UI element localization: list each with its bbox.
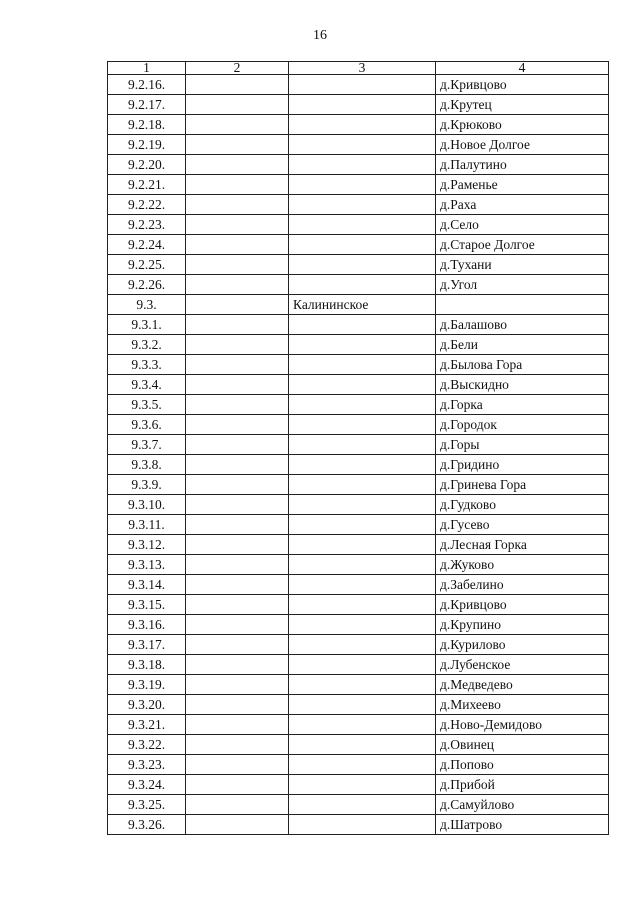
row-number-cell: 9.3.4.: [108, 375, 186, 395]
row-number-cell: 9.3.14.: [108, 575, 186, 595]
table-row: [108, 395, 609, 415]
column-3-cell: [289, 655, 436, 675]
table-row: [108, 415, 609, 435]
table-row: [108, 175, 609, 195]
row-number-cell: 9.3.19.: [108, 675, 186, 695]
column-2-cell: [186, 675, 289, 695]
settlement-name-cell: д.Гусево: [436, 515, 609, 535]
table-row: [108, 815, 609, 835]
column-2-cell: [186, 515, 289, 535]
column-3-cell: [289, 195, 436, 215]
table-row: [108, 515, 609, 535]
column-2-cell: [186, 95, 289, 115]
table-row: [108, 775, 609, 795]
row-number-cell: 9.3.18.: [108, 655, 186, 675]
column-header-2: 2: [186, 62, 289, 75]
table-row: [108, 575, 609, 595]
column-3-cell: [289, 735, 436, 755]
row-number-cell: 9.3.24.: [108, 775, 186, 795]
column-2-cell: [186, 135, 289, 155]
column-3-cell: [289, 535, 436, 555]
row-number-cell: 9.3.21.: [108, 715, 186, 735]
row-number-cell: 9.3.11.: [108, 515, 186, 535]
settlement-name-cell: д.Крутец: [436, 95, 609, 115]
settlement-name-cell: д.Новое Долгое: [436, 135, 609, 155]
table-header-row: [108, 62, 609, 75]
settlements-table: [107, 61, 609, 835]
table-row: [108, 695, 609, 715]
column-3-cell: [289, 155, 436, 175]
row-number-cell: 9.3.3.: [108, 355, 186, 375]
column-2-cell: [186, 275, 289, 295]
settlement-name-cell: д.Михеево: [436, 695, 609, 715]
row-number-cell: 9.3.5.: [108, 395, 186, 415]
column-2-cell: [186, 575, 289, 595]
column-3-cell: [289, 135, 436, 155]
table-row: [108, 655, 609, 675]
column-2-cell: [186, 455, 289, 475]
settlement-name-cell: д.Самуйлово: [436, 795, 609, 815]
column-header-3: 3: [289, 62, 436, 75]
column-3-cell: [289, 575, 436, 595]
table-row: [108, 315, 609, 335]
row-number-cell: 9.3.17.: [108, 635, 186, 655]
settlement-name-cell: д.Кривцово: [436, 595, 609, 615]
column-2-cell: [186, 295, 289, 315]
settlement-name-cell: д.Выскидно: [436, 375, 609, 395]
row-number-cell: 9.3.20.: [108, 695, 186, 715]
settlement-name-cell: д.Горка: [436, 395, 609, 415]
settlement-name-cell: д.Шатрово: [436, 815, 609, 835]
column-3-cell: [289, 235, 436, 255]
settlement-name-cell: д.Жуково: [436, 555, 609, 575]
settlement-name-cell: д.Крюково: [436, 115, 609, 135]
column-2-cell: [186, 315, 289, 335]
settlement-name-cell: д.Угол: [436, 275, 609, 295]
table-row: [108, 495, 609, 515]
table-row: [108, 595, 609, 615]
column-3-cell: [289, 355, 436, 375]
settlement-name-cell: д.Былова Гора: [436, 355, 609, 375]
settlement-name-cell: д.Гудково: [436, 495, 609, 515]
column-2-cell: [186, 155, 289, 175]
column-2-cell: [186, 75, 289, 95]
column-2-cell: [186, 815, 289, 835]
column-3-cell: [289, 755, 436, 775]
column-2-cell: [186, 375, 289, 395]
table-row: [108, 275, 609, 295]
table-row: [108, 755, 609, 775]
table-row: [108, 475, 609, 495]
table-row: [108, 215, 609, 235]
table-row: [108, 375, 609, 395]
table-row: [108, 535, 609, 555]
row-number-cell: 9.2.17.: [108, 95, 186, 115]
column-2-cell: [186, 715, 289, 735]
column-3-cell: [289, 435, 436, 455]
table-row: [108, 155, 609, 175]
table-row: [108, 95, 609, 115]
row-number-cell: 9.3.25.: [108, 795, 186, 815]
row-number-cell: 9.3.23.: [108, 755, 186, 775]
column-2-cell: [186, 555, 289, 575]
row-number-cell: 9.2.21.: [108, 175, 186, 195]
column-header-4: 4: [436, 62, 609, 75]
settlement-name-cell: д.Старое Долгое: [436, 235, 609, 255]
column-3-cell: [289, 495, 436, 515]
column-2-cell: [186, 655, 289, 675]
table-row: [108, 135, 609, 155]
row-number-cell: 9.3.6.: [108, 415, 186, 435]
column-2-cell: [186, 355, 289, 375]
column-2-cell: [186, 175, 289, 195]
row-number-cell: 9.2.23.: [108, 215, 186, 235]
settlement-name-cell: д.Бели: [436, 335, 609, 355]
column-3-cell: [289, 115, 436, 135]
row-number-cell: 9.3.26.: [108, 815, 186, 835]
settlement-name-cell: д.Гридино: [436, 455, 609, 475]
settlement-name-cell: д.Балашово: [436, 315, 609, 335]
row-number-cell: 9.3.10.: [108, 495, 186, 515]
row-number-cell: 9.2.16.: [108, 75, 186, 95]
table-row: [108, 635, 609, 655]
column-2-cell: [186, 635, 289, 655]
settlement-name-cell: [436, 295, 609, 315]
table-row: [108, 75, 609, 95]
column-3-cell: [289, 815, 436, 835]
settlement-name-cell: д.Гринева Гора: [436, 475, 609, 495]
settlement-name-cell: д.Лесная Горка: [436, 535, 609, 555]
table-row: [108, 295, 609, 315]
column-2-cell: [186, 415, 289, 435]
settlement-name-cell: д.Тухани: [436, 255, 609, 275]
column-2-cell: [186, 775, 289, 795]
table-row: [108, 435, 609, 455]
row-number-cell: 9.3.7.: [108, 435, 186, 455]
settlement-name-cell: д.Горы: [436, 435, 609, 455]
column-3-cell: [289, 275, 436, 295]
column-header-1: 1: [108, 62, 186, 75]
row-number-cell: 9.3.1.: [108, 315, 186, 335]
settlement-name-cell: д.Прибой: [436, 775, 609, 795]
row-number-cell: 9.2.25.: [108, 255, 186, 275]
column-2-cell: [186, 495, 289, 515]
column-3-cell: [289, 255, 436, 275]
settlement-name-cell: д.Забелино: [436, 575, 609, 595]
table-row: [108, 235, 609, 255]
column-2-cell: [186, 795, 289, 815]
row-number-cell: 9.3.12.: [108, 535, 186, 555]
row-number-cell: 9.3.2.: [108, 335, 186, 355]
settlement-name-cell: д.Курилово: [436, 635, 609, 655]
column-2-cell: [186, 215, 289, 235]
settlement-name-cell: д.Раха: [436, 195, 609, 215]
column-2-cell: [186, 755, 289, 775]
row-number-cell: 9.2.18.: [108, 115, 186, 135]
table-row: [108, 455, 609, 475]
settlement-name-cell: д.Ново-Демидово: [436, 715, 609, 735]
table-row: [108, 795, 609, 815]
column-2-cell: [186, 435, 289, 455]
column-3-cell: [289, 775, 436, 795]
settlement-name-cell: д.Село: [436, 215, 609, 235]
column-2-cell: [186, 255, 289, 275]
row-number-cell: 9.3.13.: [108, 555, 186, 575]
settlement-name-cell: д.Палутино: [436, 155, 609, 175]
page-number: 16: [313, 28, 327, 43]
column-3-cell: [289, 515, 436, 535]
row-number-cell: 9.2.24.: [108, 235, 186, 255]
table-row: [108, 195, 609, 215]
row-number-cell: 9.2.19.: [108, 135, 186, 155]
column-3-cell: [289, 695, 436, 715]
row-number-cell: 9.3.8.: [108, 455, 186, 475]
row-number-cell: 9.2.22.: [108, 195, 186, 215]
column-3-cell: [289, 175, 436, 195]
column-2-cell: [186, 395, 289, 415]
table-row: [108, 615, 609, 635]
table-row: [108, 115, 609, 135]
column-3-cell: [289, 715, 436, 735]
table-row: [108, 735, 609, 755]
settlement-name-cell: д.Лубенское: [436, 655, 609, 675]
table-row: [108, 715, 609, 735]
column-2-cell: [186, 235, 289, 255]
settlement-name-cell: д.Медведево: [436, 675, 609, 695]
table-row: [108, 255, 609, 275]
column-3-cell: Калининское: [289, 295, 436, 315]
column-3-cell: [289, 615, 436, 635]
column-3-cell: [289, 415, 436, 435]
settlement-name-cell: д.Овинец: [436, 735, 609, 755]
column-3-cell: [289, 315, 436, 335]
row-number-cell: 9.3.15.: [108, 595, 186, 615]
row-number-cell: 9.3.22.: [108, 735, 186, 755]
column-2-cell: [186, 615, 289, 635]
table-body: [108, 75, 609, 835]
column-2-cell: [186, 695, 289, 715]
settlement-name-cell: д.Раменье: [436, 175, 609, 195]
column-3-cell: [289, 595, 436, 615]
column-3-cell: [289, 95, 436, 115]
row-number-cell: 9.3.16.: [108, 615, 186, 635]
settlement-name-cell: д.Крупино: [436, 615, 609, 635]
column-3-cell: [289, 555, 436, 575]
column-3-cell: [289, 455, 436, 475]
table-row: [108, 675, 609, 695]
column-2-cell: [186, 115, 289, 135]
column-2-cell: [186, 735, 289, 755]
table-row: [108, 335, 609, 355]
row-number-cell: 9.3.: [108, 295, 186, 315]
row-number-cell: 9.2.26.: [108, 275, 186, 295]
column-3-cell: [289, 795, 436, 815]
column-2-cell: [186, 475, 289, 495]
column-3-cell: [289, 395, 436, 415]
row-number-cell: 9.2.20.: [108, 155, 186, 175]
settlement-name-cell: д.Городок: [436, 415, 609, 435]
table-row: [108, 355, 609, 375]
column-3-cell: [289, 335, 436, 355]
column-3-cell: [289, 475, 436, 495]
column-2-cell: [186, 595, 289, 615]
row-number-cell: 9.3.9.: [108, 475, 186, 495]
table-row: [108, 555, 609, 575]
column-3-cell: [289, 375, 436, 395]
settlement-name-cell: д.Попово: [436, 755, 609, 775]
column-2-cell: [186, 535, 289, 555]
settlement-name-cell: д.Кривцово: [436, 75, 609, 95]
column-2-cell: [186, 195, 289, 215]
column-3-cell: [289, 215, 436, 235]
column-3-cell: [289, 635, 436, 655]
column-3-cell: [289, 75, 436, 95]
column-3-cell: [289, 675, 436, 695]
column-2-cell: [186, 335, 289, 355]
